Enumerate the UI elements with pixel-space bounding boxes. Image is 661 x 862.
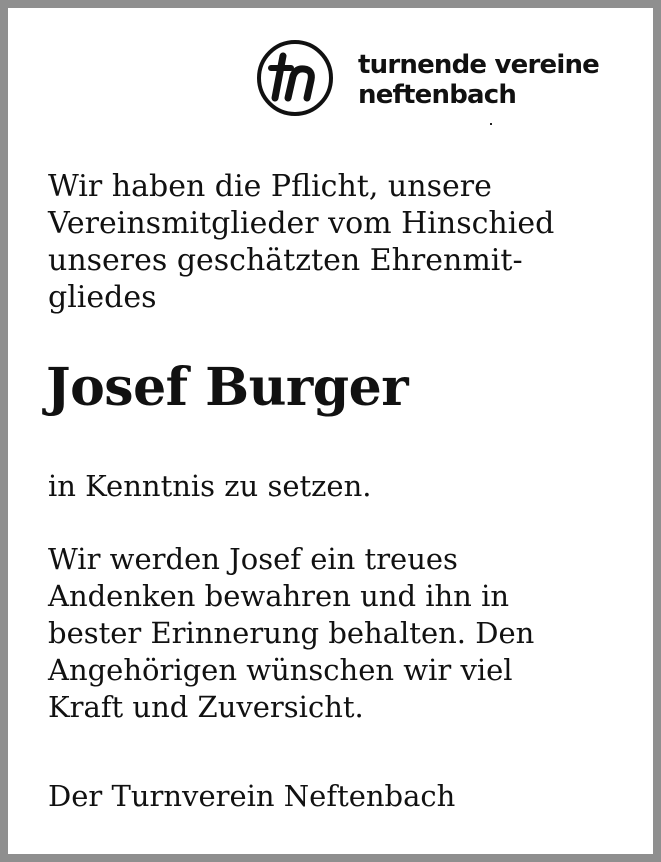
intro-line: unseres geschätzten Ehrenmit- (48, 243, 523, 278)
condolence-line: Angehörigen wünschen wir viel (48, 653, 513, 687)
condolence-line: Kraft und Zuversicht. (48, 690, 364, 724)
club-name-line-2: neftenbach (358, 80, 517, 110)
condolence-line: Wir werden Josef ein treues (48, 542, 458, 576)
intro-line: Vereinsmitglieder vom Hinschied (48, 206, 555, 241)
condolence-line: bester Erinnerung behalten. Den (48, 616, 535, 650)
intro-paragraph (48, 168, 613, 316)
club-name (358, 50, 599, 110)
signature: Der Turnverein Neftenbach (48, 779, 456, 813)
notice-line: in Kenntnis zu setzen. (48, 469, 372, 503)
club-logo (255, 38, 615, 128)
tn-monogram-icon (255, 38, 335, 118)
condolence-line: Andenken bewahren und ihn in (48, 579, 510, 613)
club-name-line-1: turnende vereine (358, 50, 600, 80)
deceased-name: Josef Burger (46, 357, 409, 418)
intro-line: Wir haben die Pflicht, unsere (48, 169, 492, 204)
condolence-paragraph (48, 541, 623, 726)
logo-dot (490, 123, 492, 125)
intro-line: gliedes (48, 280, 157, 315)
obituary-notice (8, 8, 653, 854)
